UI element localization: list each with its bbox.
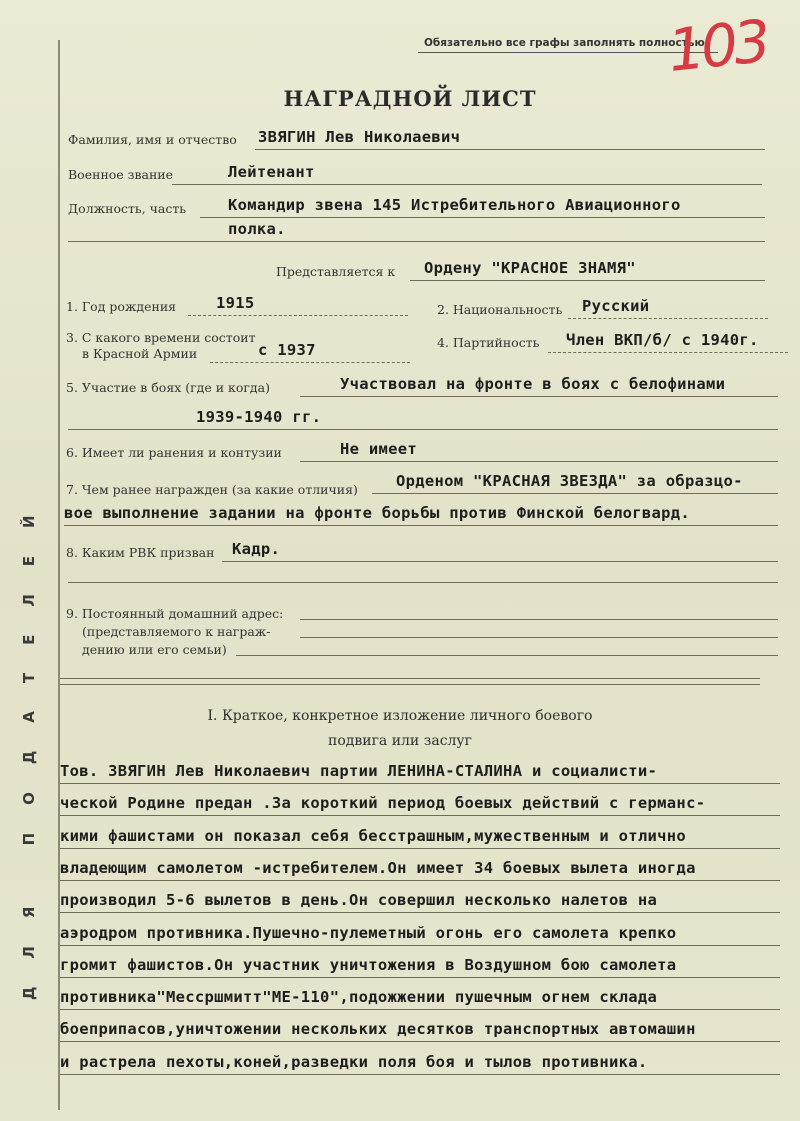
- narrative-line: громит фашистов.Он участник уничтожения в Воздушном бою самолета: [60, 955, 677, 974]
- position-underline-2: [68, 241, 765, 242]
- narrative-line: ческой Родине предан .За короткий период боевых действий с германс-: [60, 794, 706, 813]
- position-underline-1: [200, 217, 765, 218]
- awards-label: 7. Чем ранее награжден (за какие отличия): [66, 482, 358, 497]
- position-value-line1: Командир звена 145 Истребительного Авиационного: [228, 196, 681, 214]
- address-label-3: дению или его семьи): [82, 642, 227, 657]
- service-label-1: 3. С какого времени состоит: [66, 330, 256, 345]
- address-label-2: (представляемого к награж-: [82, 624, 271, 639]
- birth-underline: [188, 315, 408, 317]
- narrative-line: Тов. ЗВЯГИН Лев Николаевич партии ЛЕНИНА-СТАЛИНА и социалисти-: [60, 762, 658, 780]
- address-underline-2: [300, 637, 778, 638]
- red-handwritten-number: 103: [664, 7, 771, 85]
- battles-label: 5. Участие в боях (где и когда): [66, 380, 270, 395]
- page-title: НАГРАДНОЙ ЛИСТ: [283, 86, 537, 111]
- position-value-line2: полка.: [228, 220, 286, 238]
- awards-value-line1: Орденом "КРАСНАЯ ЗВЕЗДА" за образцо-: [396, 472, 743, 490]
- narrative-underline: [60, 783, 780, 784]
- party-label: 4. Партийность: [437, 335, 540, 350]
- instruction-note: Обязательно все графы заполнять полностью: [424, 37, 705, 49]
- awards-underline-1: [372, 493, 778, 494]
- nominated-underline: [410, 280, 765, 281]
- rank-value: Лейтенант: [228, 163, 315, 181]
- rvk-label: 8. Каким РВК призван: [66, 545, 215, 560]
- address-underline-1: [300, 619, 778, 620]
- rvk-value: Кадр.: [232, 540, 281, 558]
- narrative-line: и растрела пехоты,коней,разведки поля боя и тылов противника.: [60, 1052, 648, 1071]
- narrative-line: кими фашистами он показал себя бесстрашным,мужественным и отлично: [60, 826, 687, 845]
- section-divider: [60, 678, 760, 685]
- awards-underline-2: [64, 525, 778, 526]
- rank-label: Военное звание: [68, 167, 174, 182]
- margin-line: [58, 40, 60, 1110]
- narrative-underline: [60, 945, 780, 946]
- party-value: Член ВКП/б/ с 1940г.: [566, 331, 759, 349]
- wounds-label: 6. Имеет ли ранения и контузии: [66, 445, 282, 460]
- narrative-underline: [60, 977, 780, 978]
- narrative-underline: [60, 1074, 780, 1075]
- rvk-underline-2: [68, 582, 778, 583]
- narrative-underline: [60, 848, 780, 849]
- rvk-underline-1: [222, 561, 778, 562]
- narrative-underline: [60, 912, 780, 913]
- side-label: ДЛЯ ПОДАТЕЛЕЙ: [20, 487, 38, 1000]
- address-underline-3: [236, 655, 778, 656]
- nominated-value: Ордену "КРАСНОЕ ЗНАМЯ": [424, 259, 636, 277]
- battles-underline-1: [300, 396, 778, 397]
- narrative-underline: [60, 1041, 780, 1042]
- wounds-value: Не имеет: [340, 440, 418, 458]
- narrative-underline: [60, 880, 780, 881]
- nationality-underline: [568, 318, 768, 320]
- narrative-line: противника"Мессршмитт"МЕ-110",подожжении пушечным огнем склада: [60, 988, 658, 1007]
- address-label-1: 9. Постоянный домашний адрес:: [66, 606, 284, 621]
- section-heading-2: подвига или заслуг: [327, 733, 473, 749]
- position-label: Должность, часть: [68, 201, 187, 216]
- birth-value: 1915: [216, 294, 255, 312]
- service-label-2: в Красной Армии: [82, 346, 198, 361]
- narrative-line: владеющим самолетом -истребителем.Он имеет 34 боевых вылета иногда: [60, 858, 696, 877]
- battles-value-line1: Участвовал на фронте в боях с белофинами: [340, 375, 726, 393]
- battles-underline-2: [68, 429, 778, 430]
- party-underline: [548, 352, 788, 354]
- narrative-underline: [60, 1009, 780, 1010]
- narrative-line: боеприпасов,уничтожении нескольких десятков транспортных автомашин: [60, 1020, 696, 1039]
- section-heading-1: I. Краткое, конкретное изложение личного боевого: [207, 708, 593, 724]
- fio-underline: [255, 149, 765, 150]
- narrative-underline: [60, 815, 780, 816]
- birth-label: 1. Год рождения: [66, 299, 177, 314]
- wounds-underline: [300, 461, 778, 462]
- nationality-value: Русский: [582, 297, 650, 315]
- fio-label: Фамилия, имя и отчество: [68, 132, 237, 147]
- rank-underline: [172, 184, 762, 185]
- fio-value: ЗВЯГИН Лев Николаевич: [258, 128, 461, 146]
- narrative-line: аэродром противника.Пушечно-пулеметный огонь его самолета крепко: [60, 923, 677, 942]
- service-value: с 1937: [258, 341, 316, 359]
- nationality-label: 2. Национальность: [437, 302, 563, 317]
- nominated-label: Представляется к: [276, 264, 396, 279]
- awards-value-line2: вое выполнение задании на фронте борьбы против Финской белогвард.: [64, 504, 691, 522]
- battles-value-line2: 1939-1940 гг.: [196, 408, 322, 426]
- narrative-line: производил 5-6 вылетов в день.Он совершил несколько налетов на: [60, 891, 658, 910]
- service-underline: [210, 362, 410, 364]
